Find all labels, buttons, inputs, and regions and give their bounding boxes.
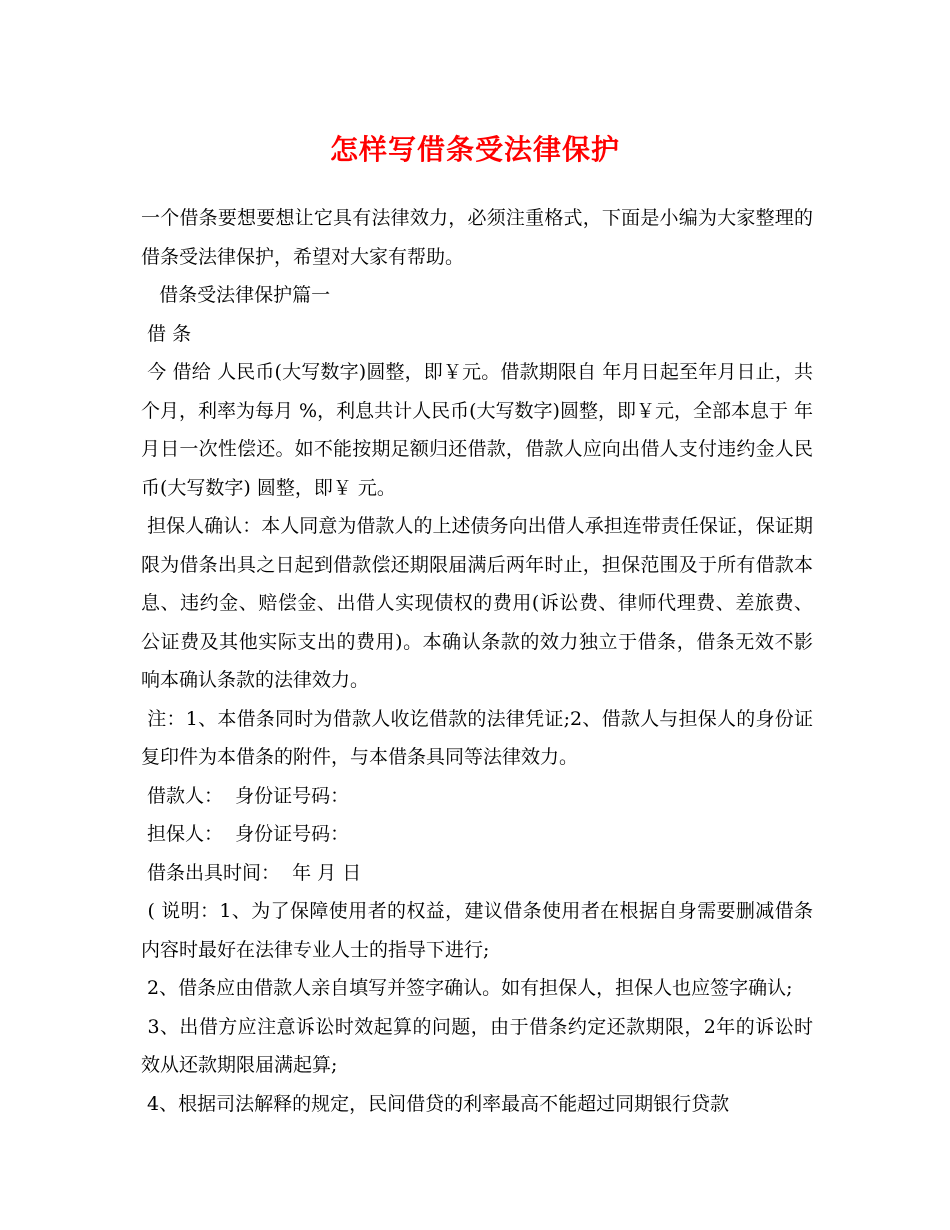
note-paragraph: 注：1、本借条同时为借款人收讫借款的法律凭证;2、借款人与担保人的身份证复印件为本借条的附件，与本借条具同等法律效力。 bbox=[141, 707, 813, 768]
document-body bbox=[141, 199, 813, 1123]
intro-paragraph: 一个借条要想要想让它具有法律效力，必须注重格式，下面是小编为大家整理的借条受法律保护，希望对大家有帮助。 bbox=[141, 207, 813, 268]
guarantor-confirmation-paragraph: 担保人确认：本人同意为借款人的上述债务向出借人承担连带责任保证，保证期限为借条出具之日起到借款偿还期限届满后两年时止，担保范围及于所有借款本息、违约金、赔偿金、出借人实现债权的费用(诉讼费、律师代理费、差旅费、公证费及其他实际支出的费用)。本确认条款的效力独立于借条，借条无效不影响本确认条款的法律效力。 bbox=[141, 515, 813, 691]
issue-date-line: 借条出具时间： 年 月 日 bbox=[141, 861, 362, 884]
instruction-4: 4、根据司法解释的规定，民间借贷的利率最高不能超过同期银行贷款 bbox=[141, 1092, 730, 1115]
guarantor-line: 担保人： 身份证号码： bbox=[141, 823, 350, 845]
loan-terms-paragraph: 今 借给 人民币(大写数字)圆整，即￥元。借款期限自 年月日起至年月日止，共个月，利率为每月 %，利息共计人民币(大写数字)圆整，即￥元，全部本息于 年月日一次性偿还。如不能按期足额归还借款，借款人应向出借人支付违约金人民币(大写数字) 圆整，即￥ 元。 bbox=[141, 361, 813, 499]
instruction-3: 3、出借方应注意诉讼时效起算的问题，由于借条约定还款期限，2年的诉讼时效从还款期限届满起算; bbox=[141, 1015, 813, 1076]
borrower-line: 借款人： 身份证号码： bbox=[141, 784, 350, 807]
instruction-2: 2、借条应由借款人亲自填写并签字确认。如有担保人，担保人也应签字确认; bbox=[141, 977, 793, 999]
page-title: 怎样写借条受法律保护 bbox=[329, 133, 620, 166]
iou-heading: 借 条 bbox=[141, 322, 192, 345]
instruction-1: ( 说明：1、为了保障使用者的权益，建议借条使用者在根据自身需要删减借条内容时最好在法律专业人士的指导下进行; bbox=[141, 900, 814, 961]
section-heading: 借条受法律保护篇一 bbox=[141, 284, 331, 306]
